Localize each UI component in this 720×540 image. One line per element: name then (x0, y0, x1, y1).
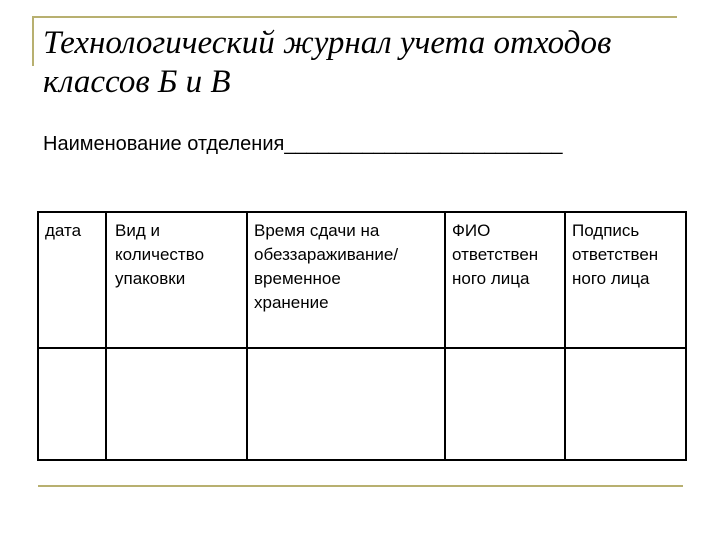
table-cell[interactable] (565, 348, 686, 460)
header-handover-time: Время сдачи на обеззараживание/ временное хранение (247, 212, 445, 348)
page-title (43, 24, 720, 102)
decorative-bottom-line (38, 485, 683, 487)
decorative-left-line (32, 16, 34, 66)
title-line-2: классов Б и В (43, 64, 231, 100)
department-field (43, 132, 562, 156)
journal-table (37, 211, 687, 461)
department-label: Наименование отделения (43, 133, 285, 155)
header-responsible-name: ФИО ответствен ного лица (445, 212, 565, 348)
table-row (38, 348, 686, 460)
table-cell[interactable] (445, 348, 565, 460)
table-cell[interactable] (38, 348, 106, 460)
table-cell[interactable] (106, 348, 247, 460)
table-header-row (38, 212, 686, 348)
header-date: дата (38, 212, 106, 348)
title-line-1: Технологический журнал учета отходов (43, 25, 612, 61)
header-package: Вид и количество упаковки (106, 212, 247, 348)
header-responsible-signature: Подпись ответствен ного лица (565, 212, 686, 348)
table-cell[interactable] (247, 348, 445, 460)
decorative-top-line (32, 16, 677, 18)
department-blank-line: _________________________ (284, 133, 563, 155)
